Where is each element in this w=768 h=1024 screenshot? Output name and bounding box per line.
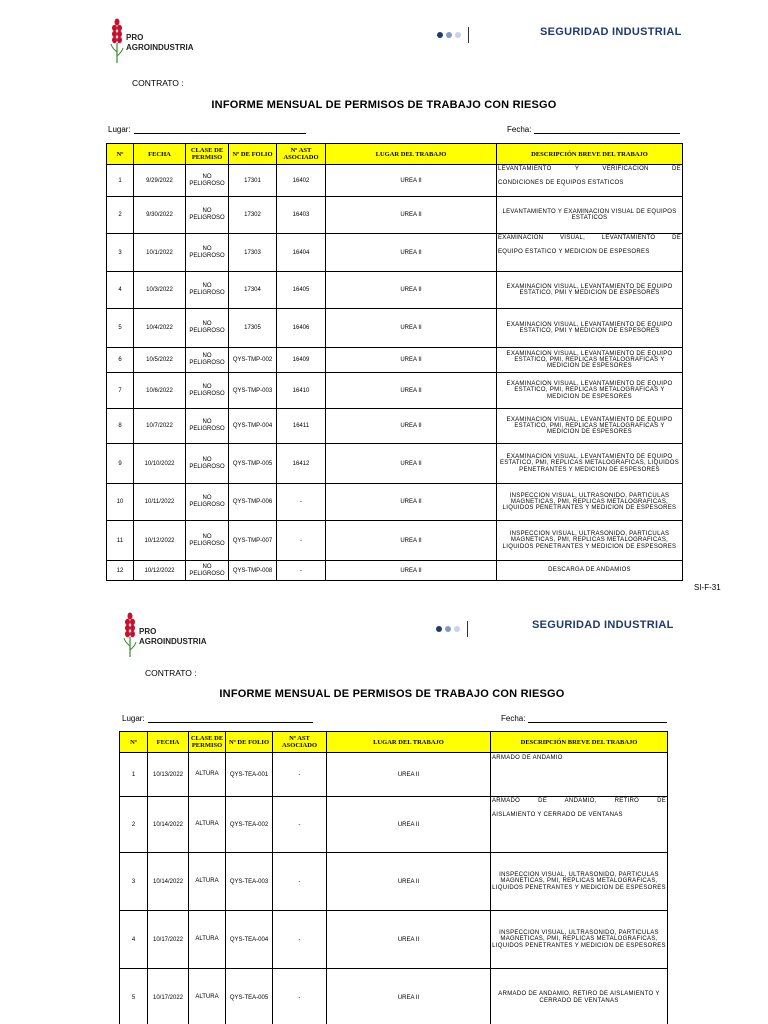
- col-header-folio: Nº DE FOLIO: [226, 732, 273, 753]
- cell-folio: QYS-TMP-005: [229, 444, 277, 484]
- dot-icon: [446, 32, 452, 38]
- decorative-dots: [436, 621, 468, 637]
- fecha-label: Fecha:: [507, 125, 532, 134]
- cell-clase: ALTURA: [189, 797, 226, 853]
- divider: [467, 621, 468, 637]
- cell-lugar: UREA II: [326, 561, 497, 581]
- cell-descripcion: INSPECCION VISUAL, ULTRASONIDO, PARTICULAS MAGNETICAS, PMI, REPLICAS METALOGRAFICAS, LIQUIDOS PENETRANTES Y MEDICION DE ESPESORES: [491, 911, 668, 969]
- cell-ast: 16405: [277, 272, 326, 309]
- cell-num: 2: [120, 797, 148, 853]
- cell-num: 3: [107, 234, 134, 272]
- cell-num: 12: [107, 561, 134, 581]
- table-row: [107, 561, 683, 581]
- col-header-lugar: LUGAR DEL TRABAJO: [326, 144, 497, 165]
- cell-num: 5: [107, 309, 134, 348]
- cell-num: 6: [107, 348, 134, 373]
- cell-clase: NO PELIGROSO: [186, 348, 229, 373]
- cell-clase: NO PELIGROSO: [186, 373, 229, 409]
- cell-num: 1: [120, 753, 148, 797]
- cell-ast: 16403: [277, 197, 326, 234]
- cell-fecha: 10/5/2022: [134, 348, 186, 373]
- table-row: [107, 409, 683, 444]
- cell-lugar: UREA II: [326, 272, 497, 309]
- cell-lugar: UREA II: [326, 484, 497, 521]
- cell-lugar: UREA II: [327, 911, 491, 969]
- cell-ast: -: [273, 969, 327, 1024]
- col-header-lugar: LUGAR DEL TRABAJO: [327, 732, 491, 753]
- lugar-label: Lugar:: [122, 714, 145, 723]
- cell-descripcion: INSPECCION VISUAL, ULTRASONIDO, PARTICULAS MAGNETICAS, PMI, REPLICAS METALOGRAFICAS, LIQUIDOS PENETRANTES Y MEDICION DE ESPESORES: [497, 521, 683, 561]
- dot-icon: [454, 626, 460, 632]
- table-header-row: [120, 732, 668, 753]
- brand-name-line1: PRO: [126, 33, 144, 42]
- cell-descripcion: EXAMINACION VISUAL, LEVANTAMIENTO DE EQUIPO ESTATICO, PMI, REPLICAS METALOGRAFICAS Y MEDICION DE ESPESORES: [497, 409, 683, 444]
- descripcion-line-1: LEVANTAMIENTO Y VERIFICACION DE: [498, 166, 681, 172]
- cell-folio: QYS-TEA-003: [226, 853, 273, 911]
- table-row: [120, 797, 668, 853]
- cell-folio: QYS-TMP-003: [229, 373, 277, 409]
- cell-folio: QYS-TEA-002: [226, 797, 273, 853]
- brand-name-line1: PRO: [139, 627, 157, 636]
- cell-descripcion: EXAMINACION VISUAL, LEVANTAMIENTO DE EQUIPO ESTATICO, PMI, REPLICAS METALOGRAFICAS Y MEDICION DE ESPESORES: [497, 348, 683, 373]
- cell-clase: NO PELIGROSO: [186, 444, 229, 484]
- table-row: [107, 197, 683, 234]
- company-logo: [110, 18, 194, 64]
- cell-ast: 16406: [277, 309, 326, 348]
- cell-lugar: UREA II: [326, 444, 497, 484]
- cell-lugar: UREA II: [326, 309, 497, 348]
- cell-folio: 17304: [229, 272, 277, 309]
- cell-clase: NO PELIGROSO: [186, 309, 229, 348]
- cell-descripcion: ARMADO DE ANDAMIO: [491, 753, 668, 797]
- cell-num: 1: [107, 165, 134, 197]
- table-row: [120, 969, 668, 1024]
- cell-ast: -: [273, 797, 327, 853]
- cell-lugar: UREA II: [326, 409, 497, 444]
- dot-icon: [436, 626, 442, 632]
- cell-num: 5: [120, 969, 148, 1024]
- col-header-descripcion: DESCRIPCIÓN BREVE DEL TRABAJO: [497, 144, 683, 165]
- permits-table: [106, 143, 683, 581]
- cell-clase: NO PELIGROSO: [186, 484, 229, 521]
- col-header-ast: Nº AST ASOCIADO: [277, 144, 326, 165]
- col-header-fecha: FECHA: [148, 732, 189, 753]
- cell-folio: QYS-TMP-007: [229, 521, 277, 561]
- col-header-clase: CLASE DE PERMISO: [189, 732, 226, 753]
- cell-fecha: 10/6/2022: [134, 373, 186, 409]
- cell-ast: -: [273, 753, 327, 797]
- table-row: [107, 521, 683, 561]
- cell-num: 11: [107, 521, 134, 561]
- cell-ast: 16411: [277, 409, 326, 444]
- lugar-line: [134, 125, 306, 134]
- cell-num: 4: [120, 911, 148, 969]
- cell-ast: -: [277, 484, 326, 521]
- cell-clase: NO PELIGROSO: [186, 272, 229, 309]
- cell-clase: ALTURA: [189, 753, 226, 797]
- report-sheet-2: [0, 606, 768, 1024]
- cell-lugar: UREA II: [326, 197, 497, 234]
- brand-name-line2: AGROINDUSTRIA: [139, 637, 207, 646]
- cell-descripcion: INSPECCION VISUAL, ULTRASONIDO, PARTICULAS MAGNETICAS, PMI, REPLICAS METALOGRAFICAS, LIQUIDOS PENETRANTES Y MEDICION DE ESPESORES: [497, 484, 683, 521]
- cell-ast: -: [273, 911, 327, 969]
- lugar-line: [148, 714, 313, 723]
- cell-fecha: 10/11/2022: [134, 484, 186, 521]
- cell-clase: NO PELIGROSO: [186, 409, 229, 444]
- cell-fecha: 10/1/2022: [134, 234, 186, 272]
- cell-lugar: UREA II: [326, 234, 497, 272]
- fecha-line: [528, 714, 667, 723]
- form-code: SI-F-31: [694, 583, 721, 592]
- cell-descripcion: EXAMINACION VISUAL, LEVANTAMIENTO DE EQUIPO ESTATICO, PMI Y MEDICION DE ESPESORES: [497, 309, 683, 348]
- wheat-icon: [110, 18, 124, 64]
- table-row: [120, 853, 668, 911]
- lugar-label: Lugar:: [108, 125, 131, 134]
- cell-folio: QYS-TMP-004: [229, 409, 277, 444]
- cell-folio: QYS-TMP-002: [229, 348, 277, 373]
- company-logo: [123, 612, 207, 658]
- dot-icon: [437, 32, 443, 38]
- cell-clase: NO PELIGROSO: [186, 165, 229, 197]
- cell-fecha: 10/13/2022: [148, 753, 189, 797]
- cell-descripcion: DESCARGA DE ANDAMIOS: [497, 561, 683, 581]
- cell-descripcion: INSPECCION VISUAL, ULTRASONIDO, PARTICULAS MAGNETICAS, PMI, REPLICAS METALOGRAFICAS, LIQUIDOS PENETRANTES Y MEDICION DE ESPESORES: [491, 853, 668, 911]
- cell-descripcion: EXAMINACION VISUAL, LEVANTAMIENTO DE EQUIPO ESTATICO, PMI, REPLICAS METALOGRAFICAS Y MEDICION DE ESPESORES: [497, 373, 683, 409]
- section-title: SEGURIDAD INDUSTRIAL: [540, 26, 682, 38]
- cell-clase: NO PELIGROSO: [186, 234, 229, 272]
- col-header-descripcion: DESCRIPCIÓN BREVE DEL TRABAJO: [491, 732, 668, 753]
- cell-fecha: 10/14/2022: [148, 853, 189, 911]
- cell-num: 7: [107, 373, 134, 409]
- cell-descripcion: [497, 165, 683, 197]
- contrato-label: CONTRATO :: [145, 668, 197, 678]
- lugar-field: [108, 125, 306, 134]
- cell-num: 3: [120, 853, 148, 911]
- contrato-label: CONTRATO :: [132, 78, 184, 88]
- table-row: [107, 165, 683, 197]
- dot-icon: [455, 32, 461, 38]
- table-row: [107, 373, 683, 409]
- descripcion-line-2: CONDICIONES DE EQUIPOS ESTATICOS: [498, 180, 624, 187]
- cell-descripcion: [497, 234, 683, 272]
- col-header-num: Nº: [120, 732, 148, 753]
- cell-folio: 17303: [229, 234, 277, 272]
- cell-folio: 17302: [229, 197, 277, 234]
- cell-num: 2: [107, 197, 134, 234]
- fecha-field: [507, 125, 680, 134]
- cell-descripcion: ARMADO DE ANDAMIO, RETIRO DE AISLAMIENTO Y CERRADO DE VENTANAS: [491, 969, 668, 1024]
- descripcion-line-2: EQUIPO ESTATICO Y MEDICION DE ESPESORES: [498, 249, 650, 256]
- cell-ast: 16412: [277, 444, 326, 484]
- cell-clase: ALTURA: [189, 853, 226, 911]
- cell-lugar: UREA II: [327, 797, 491, 853]
- dot-icon: [445, 626, 451, 632]
- cell-ast: 16402: [277, 165, 326, 197]
- table-row: [120, 753, 668, 797]
- cell-clase: NO PELIGROSO: [186, 197, 229, 234]
- table-row: [107, 444, 683, 484]
- col-header-fecha: FECHA: [134, 144, 186, 165]
- cell-clase: NO PELIGROSO: [186, 521, 229, 561]
- cell-fecha: 9/29/2022: [134, 165, 186, 197]
- fecha-field: [501, 714, 667, 723]
- table-row: [107, 272, 683, 309]
- cell-clase: NO PELIGROSO: [186, 561, 229, 581]
- cell-clase: ALTURA: [189, 911, 226, 969]
- cell-ast: -: [277, 521, 326, 561]
- cell-ast: -: [277, 561, 326, 581]
- fecha-label: Fecha:: [501, 714, 526, 723]
- cell-ast: -: [273, 853, 327, 911]
- table-row: [107, 309, 683, 348]
- cell-fecha: 10/17/2022: [148, 969, 189, 1024]
- cell-fecha: 10/14/2022: [148, 797, 189, 853]
- cell-clase: ALTURA: [189, 969, 226, 1024]
- cell-fecha: 10/4/2022: [134, 309, 186, 348]
- col-header-num: Nº: [107, 144, 134, 165]
- cell-lugar: UREA II: [327, 969, 491, 1024]
- table-row: [107, 234, 683, 272]
- cell-ast: 16409: [277, 348, 326, 373]
- cell-fecha: 10/3/2022: [134, 272, 186, 309]
- cell-descripcion: EXAMINACION VISUAL, LEVANTAMIENTO DE EQUIPO ESTATICO, PMI, REPLICAS METALOGRAFICAS, LIQUIDOS PENETRANTES Y MEDICION DE ESPESORES: [497, 444, 683, 484]
- cell-folio: QYS-TEA-001: [226, 753, 273, 797]
- section-title: SEGURIDAD INDUSTRIAL: [532, 619, 674, 631]
- cell-descripcion: [491, 797, 668, 853]
- table-row: [107, 348, 683, 373]
- descripcion-line-2: AISLAMIENTO Y CERRADO DE VENTANAS: [492, 812, 623, 819]
- cell-lugar: UREA II: [327, 853, 491, 911]
- cell-fecha: 10/17/2022: [148, 911, 189, 969]
- cell-fecha: 9/30/2022: [134, 197, 186, 234]
- permits-table: [119, 731, 668, 1024]
- cell-num: 8: [107, 409, 134, 444]
- descripcion-line-1: EXAMINACION VISUAL, LEVANTAMIENTO DE: [498, 235, 681, 241]
- cell-ast: 16404: [277, 234, 326, 272]
- cell-num: 10: [107, 484, 134, 521]
- cell-fecha: 10/7/2022: [134, 409, 186, 444]
- wheat-icon: [123, 612, 137, 658]
- descripcion-line-1: ARMADO DE ANDAMIO, RETIRO DE: [492, 798, 666, 804]
- cell-num: 9: [107, 444, 134, 484]
- cell-fecha: 10/10/2022: [134, 444, 186, 484]
- lugar-field: [122, 714, 313, 723]
- cell-lugar: UREA II: [326, 373, 497, 409]
- table-header-row: [107, 144, 683, 165]
- cell-folio: 17301: [229, 165, 277, 197]
- decorative-dots: [437, 27, 469, 43]
- table-row: [107, 484, 683, 521]
- col-header-clase: CLASE DE PERMISO: [186, 144, 229, 165]
- cell-fecha: 10/12/2022: [134, 561, 186, 581]
- cell-folio: 17305: [229, 309, 277, 348]
- cell-num: 4: [107, 272, 134, 309]
- table-row: [120, 911, 668, 969]
- cell-descripcion: LEVANTAMIENTO Y EXAMINACION VISUAL DE EQUIPOS ESTATICOS: [497, 197, 683, 234]
- cell-lugar: UREA II: [327, 753, 491, 797]
- divider: [468, 27, 469, 43]
- cell-lugar: UREA II: [326, 521, 497, 561]
- col-header-folio: Nº DE FOLIO: [229, 144, 277, 165]
- cell-folio: QYS-TEA-005: [226, 969, 273, 1024]
- cell-fecha: 10/12/2022: [134, 521, 186, 561]
- report-title: INFORME MENSUAL DE PERMISOS DE TRABAJO CON RIESGO: [211, 99, 557, 111]
- cell-lugar: UREA II: [326, 348, 497, 373]
- cell-ast: 16410: [277, 373, 326, 409]
- cell-folio: QYS-TEA-004: [226, 911, 273, 969]
- col-header-ast: Nº AST ASOCIADO: [273, 732, 327, 753]
- cell-descripcion: EXAMINACION VISUAL, LEVANTAMIENTO DE EQUIPO ESTATICO, PMI Y MEDICION DE ESPESORES: [497, 272, 683, 309]
- report-title: INFORME MENSUAL DE PERMISOS DE TRABAJO CON RIESGO: [219, 688, 565, 700]
- cell-lugar: UREA II: [326, 165, 497, 197]
- cell-folio: QYS-TMP-008: [229, 561, 277, 581]
- fecha-line: [534, 125, 680, 134]
- cell-folio: QYS-TMP-006: [229, 484, 277, 521]
- brand-name-line2: AGROINDUSTRIA: [126, 43, 194, 52]
